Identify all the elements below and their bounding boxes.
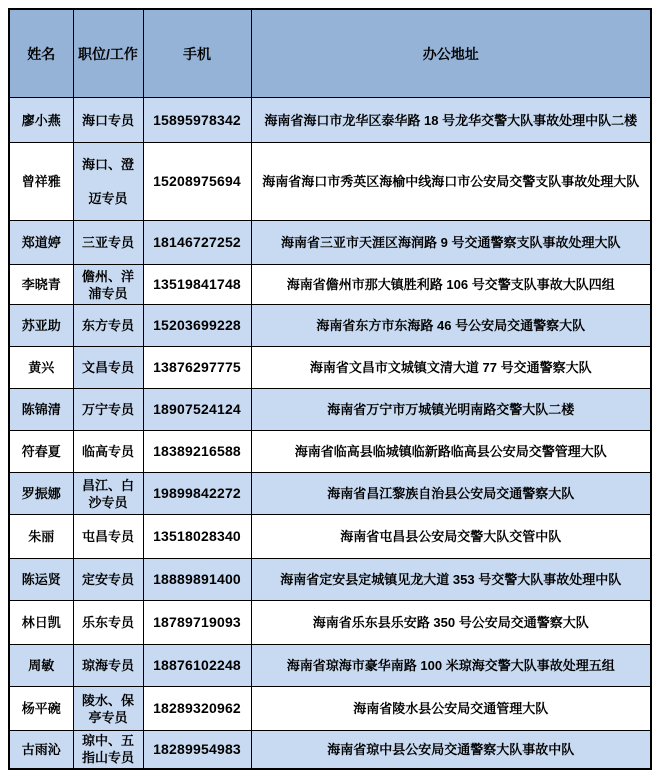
position-cell: 昌江、白沙专员 [73,473,143,515]
position-cell: 屯昌专员 [73,515,143,559]
address-cell: 海南省临高县临城镇临新路临高县公安局交警管理大队 [251,431,651,473]
name-cell: 符春夏 [9,431,73,473]
position-cell: 万宁专员 [73,389,143,431]
table-row [9,431,651,473]
phone-cell: 18146727252 [143,221,251,265]
position-cell: 儋州、洋浦专员 [73,265,143,305]
phone-cell: 18889891400 [143,559,251,601]
contact-table [8,8,652,770]
position-cell: 三亚专员 [73,221,143,265]
name-cell: 朱丽 [9,515,73,559]
table-row [9,687,651,731]
name-cell: 郑道婷 [9,221,73,265]
phone-cell: 15895978342 [143,98,251,143]
address-cell: 海南省万宁市万城镇光明南路交警大队二楼 [251,389,651,431]
table-row [9,645,651,687]
phone-cell: 15203699228 [143,305,251,347]
table-row [9,347,651,389]
phone-cell: 13876297775 [143,347,251,389]
address-cell: 海南省乐东县乐安路 350 号公安局交通警察大队 [251,601,651,645]
position-cell: 海口专员 [73,98,143,143]
header-phone: 手机 [143,9,251,98]
table-body [9,98,651,769]
address-cell: 海南省文昌市文城镇文清大道 77 号交通警察大队 [251,347,651,389]
address-cell: 海南省海口市秀英区海榆中线海口市公安局交警支队事故处理大队 [251,143,651,221]
name-cell: 苏亚助 [9,305,73,347]
name-cell: 李晓青 [9,265,73,305]
name-cell: 罗振娜 [9,473,73,515]
address-cell: 海南省定安县定城镇见龙大道 353 号交警大队事故处理中队 [251,559,651,601]
address-cell: 海南省海口市龙华区泰华路 18 号龙华交警大队事故处理中队二楼 [251,98,651,143]
table-row [9,98,651,143]
phone-cell: 18907524124 [143,389,251,431]
address-cell: 海南省昌江黎族自治县公安局交通警察大队 [251,473,651,515]
name-cell: 林日凯 [9,601,73,645]
position-cell: 东方专员 [73,305,143,347]
position-cell: 乐东专员 [73,601,143,645]
position-cell: 临高专员 [73,431,143,473]
name-cell: 黄兴 [9,347,73,389]
position-cell: 琼海专员 [73,645,143,687]
table-row [9,731,651,769]
phone-cell: 18289954983 [143,731,251,769]
table-row [9,389,651,431]
table-row [9,143,651,221]
table-row [9,473,651,515]
name-cell: 古雨沁 [9,731,73,769]
phone-cell: 18789719093 [143,601,251,645]
position-cell: 陵水、保亭专员 [73,687,143,731]
header-address: 办公地址 [251,9,651,98]
position-cell: 文昌专员 [73,347,143,389]
table-row [9,221,651,265]
header-position: 职位/工作 [73,9,143,98]
address-cell: 海南省琼海市豪华南路 100 米琼海交警大队事故处理五组 [251,645,651,687]
header-name: 姓名 [9,9,73,98]
phone-cell: 15208975694 [143,143,251,221]
table-header [9,9,651,98]
address-cell: 海南省儋州市那大镇胜利路 106 号交警支队事故大队四组 [251,265,651,305]
name-cell: 杨平碗 [9,687,73,731]
table-row [9,305,651,347]
address-cell: 海南省三亚市天涯区海润路 9 号交通警察支队事故处理大队 [251,221,651,265]
address-cell: 海南省琼中县公安局交通警察大队事故中队 [251,731,651,769]
table-row [9,559,651,601]
position-cell: 海口、澄迈专员 [73,143,143,221]
name-cell: 周敏 [9,645,73,687]
name-cell: 陈运贤 [9,559,73,601]
phone-cell: 13518028340 [143,515,251,559]
phone-cell: 18289320962 [143,687,251,731]
name-cell: 曾祥雅 [9,143,73,221]
address-cell: 海南省屯昌县公安局交警大队交管中队 [251,515,651,559]
position-cell: 琼中、五指山专员 [73,731,143,769]
table-row [9,515,651,559]
address-cell: 海南省东方市东海路 46 号公安局交通警察大队 [251,305,651,347]
name-cell: 陈锦清 [9,389,73,431]
position-cell: 定安专员 [73,559,143,601]
phone-cell: 13519841748 [143,265,251,305]
phone-cell: 19899842272 [143,473,251,515]
phone-cell: 18876102248 [143,645,251,687]
address-cell: 海南省陵水县公安局交通管理大队 [251,687,651,731]
table-row [9,601,651,645]
header-row [9,9,651,98]
table-row [9,265,651,305]
name-cell: 廖小燕 [9,98,73,143]
phone-cell: 18389216588 [143,431,251,473]
